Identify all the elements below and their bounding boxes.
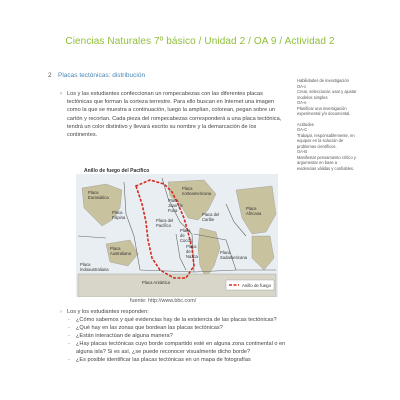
attitudes-block <box>297 122 357 172</box>
dash-icon: - <box>68 317 70 323</box>
list-item: - ¿Cómo sabemos y qué evidencias hay de la existencia de las placas tectónicas? <box>68 317 277 323</box>
main-content <box>60 90 288 139</box>
plate-label-caribe: Placa del <box>202 212 220 217</box>
plate-label-filipina: Placa <box>112 210 123 215</box>
questions-intro-text: Los y los estudiantes responden: <box>67 309 149 315</box>
questions-intro <box>60 308 288 316</box>
questions-list <box>60 308 288 364</box>
plate-map <box>76 166 278 297</box>
chevron-right-icon: › <box>60 91 62 97</box>
skills-line: OA-e <box>297 100 307 105</box>
svg-text:Eurasiática: Eurasiática <box>88 195 109 200</box>
svg-text:Cocos: Cocos <box>180 238 192 243</box>
plate-label-africana: Placa <box>246 206 257 211</box>
svg-text:Juan de: Juan de <box>168 203 183 208</box>
legend-label: Anillo de fuego <box>242 283 272 288</box>
svg-text:norteamericana: norteamericana <box>182 191 212 196</box>
attitudes-line: Manifestar pensamiento crítico y argumentar en base a evidencias válidas y confiables. <box>297 154 356 171</box>
svg-text:Pacífico: Pacífico <box>156 223 171 228</box>
plate-label-sudamericana: Placa <box>220 250 231 255</box>
svg-text:Indoaustraliana: Indoaustraliana <box>80 267 109 272</box>
plate-label-nazca: Placa <box>186 244 197 249</box>
list-item: - ¿Hay placas tectónicas cuyo borde compartido esté en alguna zona continental o en alguna isla? Si es así, ¿se puede reconocer visualmente dicho borde? <box>68 341 286 355</box>
section-title: Placas tectónicas: distribución <box>58 72 146 79</box>
skills-heading: Habilidades de investigación <box>297 78 349 83</box>
plate-label-antartica: Placa Antártica <box>142 280 170 285</box>
plate-label-pacifica: Placa del <box>156 218 174 223</box>
plate-label-eurasiatica: Placa <box>88 190 99 195</box>
page-header <box>0 36 400 47</box>
attitudes-line: Trabajar, responsablemente, en equipos en la solución de problemas científicos. <box>297 132 355 149</box>
plate-label-australiana: Placa <box>110 246 121 251</box>
intro-paragraph <box>60 90 288 139</box>
section-number: 2 <box>48 72 52 79</box>
chevron-right-icon: › <box>60 309 62 315</box>
skills-line: OA-c <box>297 83 307 89</box>
svg-text:Filipina: Filipina <box>112 215 126 220</box>
plate-label-juan-de-fuca: Placa <box>168 198 179 203</box>
svg-text:Caribe: Caribe <box>202 217 215 222</box>
dash-icon: - <box>68 341 70 347</box>
plate-label-indoaustraliana: Placa <box>80 262 91 267</box>
attitudes-heading: Actitudes <box>297 121 314 127</box>
svg-text:Africana: Africana <box>246 211 262 216</box>
svg-text:Sudamericana: Sudamericana <box>220 255 248 260</box>
paragraph-text: Los y las estudiantes confeccionan un rompecabezas con las diferentes placas tectónicas que forman la corteza terrestre. Para ello buscan en Internet una imagen como la que se muestra a continuación, luego la amplían, colorean, pegan sobre un cartón y recortan. Cada pieza del rompecabezas corresponderá a una placa tectónica, tendrá un color distintivo y llevará escrito su nombre y la demarcación de los continentes. <box>67 91 282 139</box>
skills-line: Crear, seleccionar, usar y ajustar modelos simples <box>297 89 357 100</box>
dash-icon: - <box>68 357 70 363</box>
plate-label-norteamericana: Placa <box>182 186 193 191</box>
map-title: Anillo de fuego del Pacífico <box>84 168 150 174</box>
sidebar-notes <box>297 78 357 176</box>
attitudes-line: OA-C <box>297 127 308 132</box>
list-item: - ¿Qué hay en las zonas que bordean las placas tectónicas? <box>68 325 223 331</box>
skills-line: Planificar una investigación experimental y/o documental. <box>297 105 351 116</box>
image-source: fuente: http://www.bbc.com/ <box>130 298 197 304</box>
skills-block <box>297 78 357 117</box>
attitudes-line: OA-B <box>297 149 308 154</box>
list-item: - ¿Están interactúan de alguna manera? <box>68 333 173 339</box>
svg-text:de: de <box>180 233 185 238</box>
header-title: Ciencias Naturales 7º básico / Unidad 2 / OA 9 / Actividad 2 <box>65 36 335 47</box>
svg-text:Nazca: Nazca <box>186 254 198 259</box>
plate-label-cocos: Placa <box>180 228 191 233</box>
map-image <box>76 174 278 297</box>
svg-text:Australiana: Australiana <box>110 251 131 256</box>
svg-text:Fuca: Fuca <box>168 208 178 213</box>
dash-icon: - <box>68 333 70 339</box>
dash-icon: - <box>68 325 70 331</box>
svg-text:de: de <box>186 249 191 254</box>
list-item: - ¿Es posible identificar las placas tectónicas en un mapa de fotografías <box>68 357 251 363</box>
